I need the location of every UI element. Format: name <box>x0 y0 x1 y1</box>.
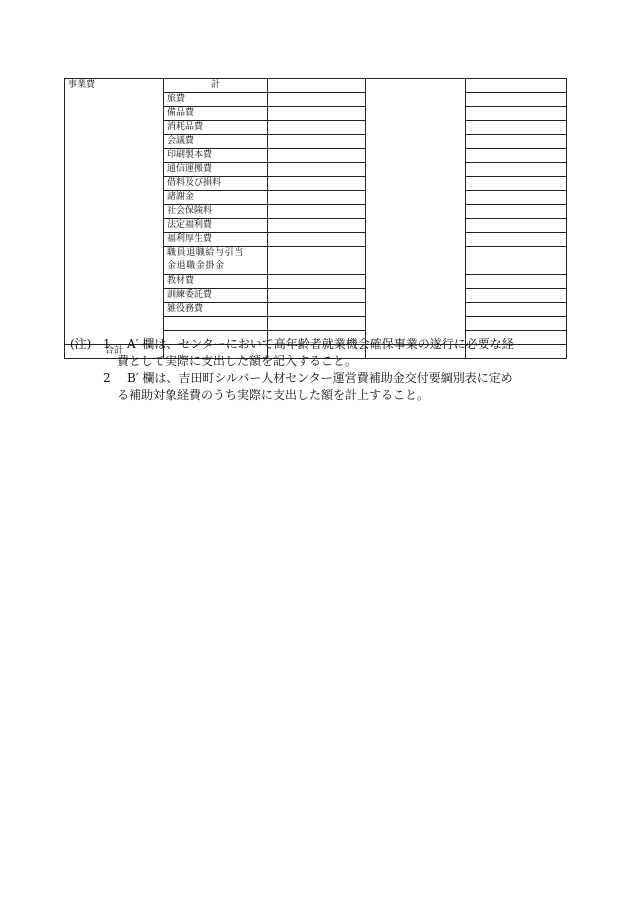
amount-c-cell <box>466 317 567 331</box>
item-label: 法定福利費 <box>164 219 268 233</box>
expense-table <box>64 78 567 359</box>
item-label: 福利厚生費 <box>164 233 268 247</box>
item-label: 借料及び損料 <box>164 177 268 191</box>
amount-c-cell <box>466 79 567 93</box>
note-1-number: 1 <box>103 337 111 351</box>
amount-a-cell <box>268 177 366 191</box>
item-label-two-line <box>164 247 268 275</box>
amount-c-cell <box>466 233 567 247</box>
amount-a-cell <box>268 275 366 289</box>
item-label: 社会保険料 <box>164 205 268 219</box>
note-1-text: A′ 欄は、センターにおいて高年齢者就業機会確保事業の遂行に必要な経 <box>127 337 514 351</box>
item-label-blank <box>164 317 268 331</box>
amount-b-merged-cell <box>366 79 466 345</box>
item-label: 印刷製本費 <box>164 149 268 163</box>
amount-a-cell <box>268 233 366 247</box>
amount-c-cell <box>466 149 567 163</box>
amount-a-cell <box>268 289 366 303</box>
amount-c-cell <box>466 303 567 317</box>
note-1-line-2 <box>70 353 580 370</box>
item-label: 消耗品費 <box>164 121 268 135</box>
amount-a-cell <box>268 149 366 163</box>
amount-c-cell <box>466 107 567 121</box>
amount-c-cell <box>466 219 567 233</box>
note-1-line-1 <box>70 336 580 353</box>
note-1-text-cont: 費として実際に支出した額を記入すること。 <box>117 354 358 368</box>
note-2-line-1 <box>70 370 580 387</box>
amount-a-cell <box>268 303 366 317</box>
item-label: 旅費 <box>164 93 268 107</box>
amount-a-cell <box>268 121 366 135</box>
note-2-text-cont: る補助対象経費のうち実際に支出した額を計上すること。 <box>117 388 430 402</box>
amount-c-cell <box>466 177 567 191</box>
amount-c-cell <box>466 163 567 177</box>
note-2-line-2 <box>70 387 580 404</box>
item-label: 通信運搬費 <box>164 163 268 177</box>
amount-a-cell <box>268 163 366 177</box>
notes-section <box>70 336 580 404</box>
amount-a-cell <box>268 191 366 205</box>
amount-a-cell <box>268 135 366 149</box>
amount-a-cell <box>268 79 366 93</box>
amount-c-cell <box>466 93 567 107</box>
note-2-number: 2 <box>103 371 111 385</box>
item-label: 諸謝金 <box>164 191 268 205</box>
amount-a-cell <box>268 107 366 121</box>
item-label: 会議費 <box>164 135 268 149</box>
amount-c-cell <box>466 121 567 135</box>
amount-a-cell <box>268 93 366 107</box>
table-row <box>65 79 567 93</box>
category-cell: 事業費 <box>65 79 164 345</box>
amount-a-cell <box>268 317 366 331</box>
header-total-item: 計 <box>164 79 268 93</box>
amount-c-cell <box>466 191 567 205</box>
amount-a-cell <box>268 205 366 219</box>
amount-c-cell <box>466 247 567 275</box>
amount-c-cell <box>466 205 567 219</box>
amount-c-cell <box>466 289 567 303</box>
notes-prefix: (注) <box>70 337 92 351</box>
item-label: 訓練委託費 <box>164 289 268 303</box>
item-label: 備品費 <box>164 107 268 121</box>
amount-c-cell <box>466 135 567 149</box>
amount-c-cell <box>466 275 567 289</box>
amount-a-cell <box>268 219 366 233</box>
item-label: 雑役務費 <box>164 303 268 317</box>
item-label: 教材費 <box>164 275 268 289</box>
item-label-line: 職員退職給与引当 <box>167 248 244 258</box>
amount-a-cell <box>268 247 366 275</box>
item-label-line: 金退職金掛金 <box>167 261 225 271</box>
note-2-text: B′ 欄は、吉田町シルバー人材センター運営費補助金交付要綱別表に定め <box>127 371 513 385</box>
total-label: 合計 <box>65 345 164 359</box>
